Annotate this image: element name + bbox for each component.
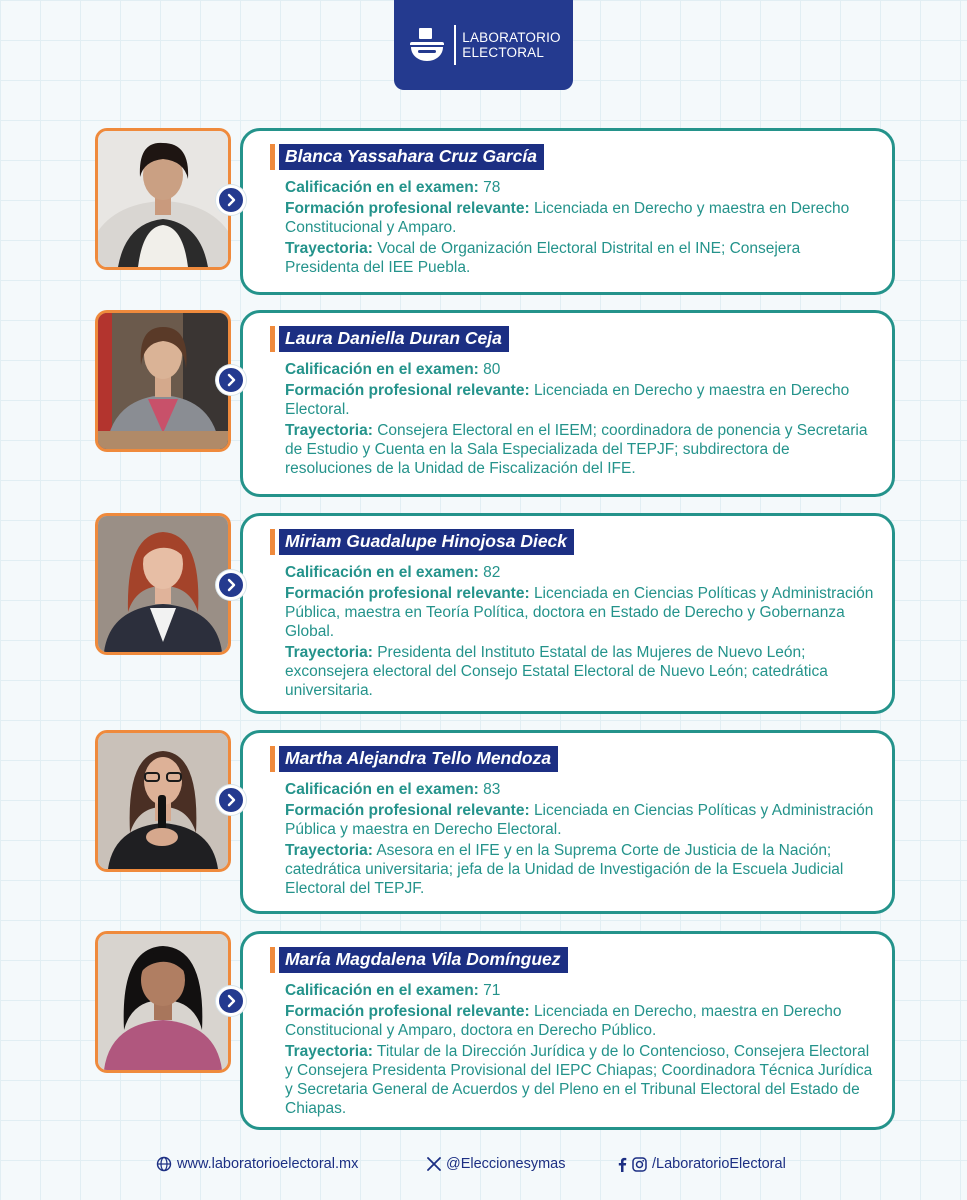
name-accent-bar [270, 947, 275, 973]
name-accent-bar [270, 326, 275, 352]
candidate-card [240, 931, 895, 1130]
candidate-details [285, 178, 878, 279]
globe-icon [156, 1156, 172, 1172]
education-line [285, 199, 878, 237]
career-line [285, 1042, 878, 1118]
candidate-entry [95, 513, 895, 714]
brand-line-1: LABORATORIO [462, 30, 561, 45]
education-label: Formación profesional relevante: [285, 200, 530, 217]
twitter-handle[interactable]: @Eleccionesymas [446, 1156, 566, 1172]
footer-social [617, 1156, 786, 1172]
education-line [285, 584, 878, 641]
candidate-details [285, 360, 878, 480]
candidate-entry [95, 310, 895, 497]
career-text: Vocal de Organización Electoral Distrital en el INE; Consejera Presidenta del IEE Puebla. [285, 240, 801, 276]
chevron-right-icon [216, 785, 246, 815]
name-accent-bar [270, 529, 275, 555]
candidate-name: Martha Alejandra Tello Mendoza [279, 746, 558, 772]
score-value: 83 [483, 781, 501, 798]
brand-name [462, 30, 560, 60]
brand-line-2: ELECTORAL [462, 45, 545, 60]
x-logo-icon [427, 1157, 441, 1171]
education-line [285, 1002, 878, 1040]
candidate-photo [95, 730, 231, 872]
education-text: Licenciada en Ciencias Políticas y Administración Pública y maestra en Derecho Electoral. [285, 802, 874, 838]
candidate-card [240, 310, 895, 497]
candidate-card [240, 730, 895, 914]
candidate-name-label [270, 947, 568, 973]
education-label: Formación profesional relevante: [285, 1003, 530, 1020]
career-label: Trayectoria: [285, 1043, 373, 1060]
score-line [285, 780, 878, 799]
footer [0, 1156, 967, 1176]
education-label: Formación profesional relevante: [285, 382, 530, 399]
career-text: Presidenta del Instituto Estatal de las Mujeres de Nuevo León; exconsejera electoral del Consejo Estatal Electoral de Nuevo León; catedrática universitaria. [285, 644, 828, 699]
score-label: Calificación en el examen: [285, 179, 479, 196]
education-text: Licenciada en Ciencias Políticas y Administración Pública, maestra en Teoría Política, doctora en Estado de Derecho y Gobernanza Global. [285, 585, 874, 640]
candidate-name: Miriam Guadalupe Hinojosa Dieck [279, 529, 574, 555]
candidate-name-label [270, 529, 574, 555]
education-text: Licenciada en Derecho y maestra en Derecho Electoral. [285, 382, 850, 418]
instagram-icon [632, 1157, 647, 1172]
chevron-right-icon [216, 986, 246, 1016]
career-line [285, 239, 878, 277]
education-label: Formación profesional relevante: [285, 585, 530, 602]
candidate-name: María Magdalena Vila Domínguez [279, 947, 568, 973]
score-value: 80 [483, 361, 501, 378]
candidate-name: Blanca Yassahara Cruz García [279, 144, 544, 170]
name-accent-bar [270, 746, 275, 772]
candidate-details [285, 780, 878, 900]
score-value: 78 [483, 179, 501, 196]
candidate-photo [95, 931, 231, 1073]
social-handle[interactable]: /LaboratorioElectoral [652, 1156, 786, 1172]
education-text: Licenciada en Derecho, maestra en Derecho Constitucional y Amparo, doctora en Derecho Público. [285, 1003, 842, 1039]
score-line [285, 360, 878, 379]
candidate-card [240, 513, 895, 714]
score-line [285, 563, 878, 582]
education-text: Licenciada en Derecho y maestra en Derecho Constitucional y Amparo. [285, 200, 850, 236]
website-link[interactable]: www.laboratorioelectoral.mx [177, 1156, 359, 1172]
score-label: Calificación en el examen: [285, 982, 479, 999]
logo-separator [454, 25, 456, 65]
brand-logo [394, 0, 573, 90]
candidate-name-label [270, 144, 544, 170]
candidate-details [285, 981, 878, 1120]
name-accent-bar [270, 144, 275, 170]
career-label: Trayectoria: [285, 422, 373, 439]
education-line [285, 801, 878, 839]
education-line [285, 381, 878, 419]
chevron-right-icon [216, 365, 246, 395]
footer-website [156, 1156, 358, 1172]
career-line [285, 841, 878, 898]
score-label: Calificación en el examen: [285, 361, 479, 378]
score-line [285, 981, 878, 1000]
candidate-entry [95, 730, 895, 914]
career-label: Trayectoria: [285, 644, 373, 661]
candidate-entry [95, 931, 895, 1130]
score-label: Calificación en el examen: [285, 564, 479, 581]
career-line [285, 643, 878, 700]
career-line [285, 421, 878, 478]
career-text: Asesora en el IFE y en la Suprema Corte de Justicia de la Nación; catedrática universitaria; jefa de la Unidad de Investigación de la Escuela Judicial Electoral del TEPJF. [285, 842, 844, 897]
score-label: Calificación en el examen: [285, 781, 479, 798]
candidate-photo [95, 310, 231, 452]
career-label: Trayectoria: [285, 240, 373, 257]
chevron-right-icon [216, 570, 246, 600]
candidate-photo [95, 513, 231, 655]
career-text: Consejera Electoral en el IEEM; coordinadora de ponencia y Secretaria de Estudio y Cuenta en la Sala Especializada del TEPJF; subdirectora de resoluciones de la Unidad de Fiscalización del IFE. [285, 422, 868, 477]
candidate-name: Laura Daniella Duran Ceja [279, 326, 509, 352]
candidate-card [240, 128, 895, 295]
candidate-entry [95, 128, 895, 295]
ballot-box-icon [406, 24, 448, 66]
career-text: Titular de la Dirección Jurídica y de lo Contencioso, Consejera Electoral y Consejera Presidenta Provisional del IEPC Chiapas; Coordinadora Técnica Jurídica y Secretaria General de Acuerdos y del Pleno en el Tribunal Electoral del Estado de Chiapas. [285, 1043, 873, 1117]
facebook-icon [617, 1157, 627, 1172]
score-value: 82 [483, 564, 501, 581]
education-label: Formación profesional relevante: [285, 802, 530, 819]
candidate-photo [95, 128, 231, 270]
score-value: 71 [483, 982, 501, 999]
candidate-name-label [270, 746, 558, 772]
candidate-details [285, 563, 878, 702]
candidate-name-label [270, 326, 509, 352]
chevron-right-icon [216, 185, 246, 215]
footer-twitter [427, 1156, 565, 1172]
career-label: Trayectoria: [285, 842, 373, 859]
score-line [285, 178, 878, 197]
